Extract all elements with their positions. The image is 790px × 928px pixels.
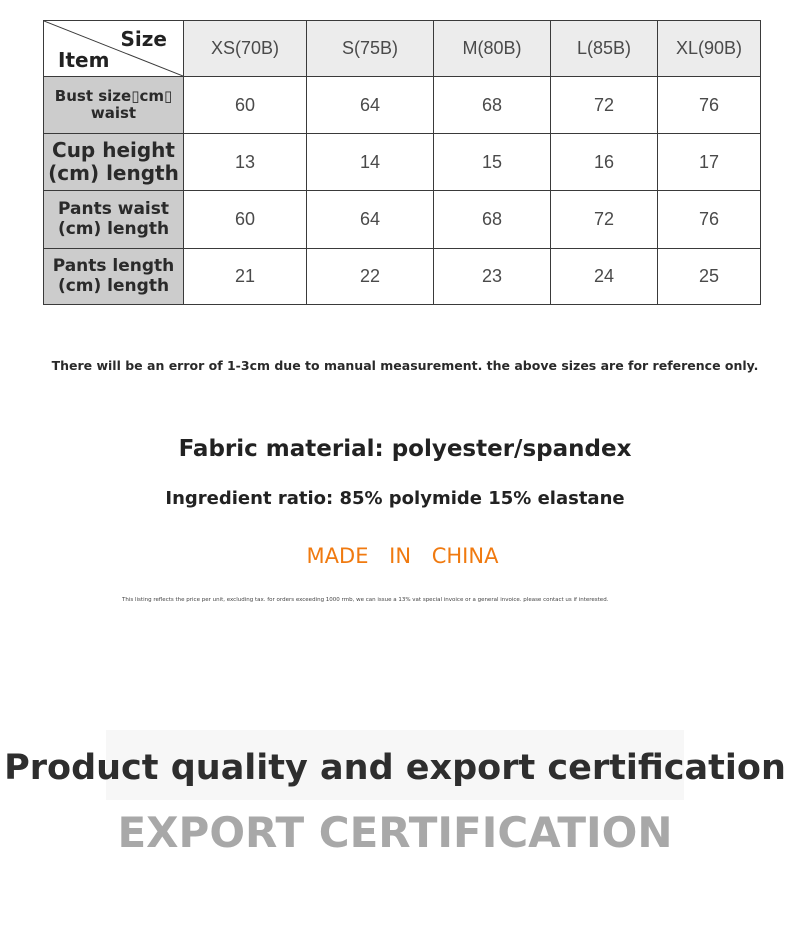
table-cell: 24 [551,249,658,305]
origin-label: MADE IN CHINA [306,544,499,568]
corner-size-label: Size [120,27,167,51]
row-label-pants-waist-line2: (cm) length [57,218,170,239]
table-cell: 60 [184,77,307,134]
size-header-l: L(85B) [551,21,658,77]
size-header-xl: XL(90B) [658,21,761,77]
row-label-pants-waist [44,191,184,249]
certification-title: Product quality and export certification [4,748,786,788]
size-header-row [44,21,761,77]
row-label-cup-line2: (cm) length [48,161,179,185]
table-cell: 60 [184,191,307,249]
row-label-pants-length-line2: (cm) length [57,275,170,296]
table-cell: 64 [307,77,434,134]
table-cell: 13 [184,134,307,191]
corner-item-label: Item [58,48,110,72]
table-cell: 22 [307,249,434,305]
table-cell: 15 [434,134,551,191]
row-label-cup [44,134,184,191]
row-label-bust [44,77,184,134]
table-cell: 23 [434,249,551,305]
size-header-s: S(75B) [307,21,434,77]
table-row-cup [44,134,761,191]
row-label-bust-line1: Bust size▯cm▯ [54,86,173,105]
table-cell: 25 [658,249,761,305]
table-cell: 76 [658,77,761,134]
tax-invoice-note: This listing reflects the price per unit, excluding tax. for orders exceeding 1000 rmb, we can issue a 13% vat special invoice or a general invoice. please contact us if interested. [122,597,609,603]
export-certification-heading: EXPORT CERTIFICATION [117,808,673,857]
row-label-bust-line2: waist [90,104,137,122]
table-cell: 21 [184,249,307,305]
table-cell: 14 [307,134,434,191]
table-cell: 68 [434,191,551,249]
table-cell: 64 [307,191,434,249]
table-cell: 72 [551,77,658,134]
row-label-pants-length-line1: Pants length [52,255,175,276]
size-item-corner-cell [44,21,184,77]
table-cell: 17 [658,134,761,191]
table-row-pants-waist [44,191,761,249]
size-chart-table [43,20,761,305]
table-cell: 72 [551,191,658,249]
measurement-note: There will be an error of 1-3cm due to manual measurement. the above sizes are for reference only. [51,358,759,373]
table-cell: 16 [551,134,658,191]
table-cell: 68 [434,77,551,134]
table-cell: 76 [658,191,761,249]
row-label-cup-line1: Cup height [52,138,175,162]
ingredient-ratio: Ingredient ratio: 85% polymide 15% elastane [165,488,625,509]
row-label-pants-waist-line1: Pants waist [58,198,169,219]
fabric-material: Fabric material: polyester/spandex [178,436,632,462]
table-row-bust [44,77,761,134]
table-row-pants-length [44,249,761,305]
size-header-xs: XS(70B) [184,21,307,77]
row-label-pants-length [44,249,184,305]
size-header-m: M(80B) [434,21,551,77]
